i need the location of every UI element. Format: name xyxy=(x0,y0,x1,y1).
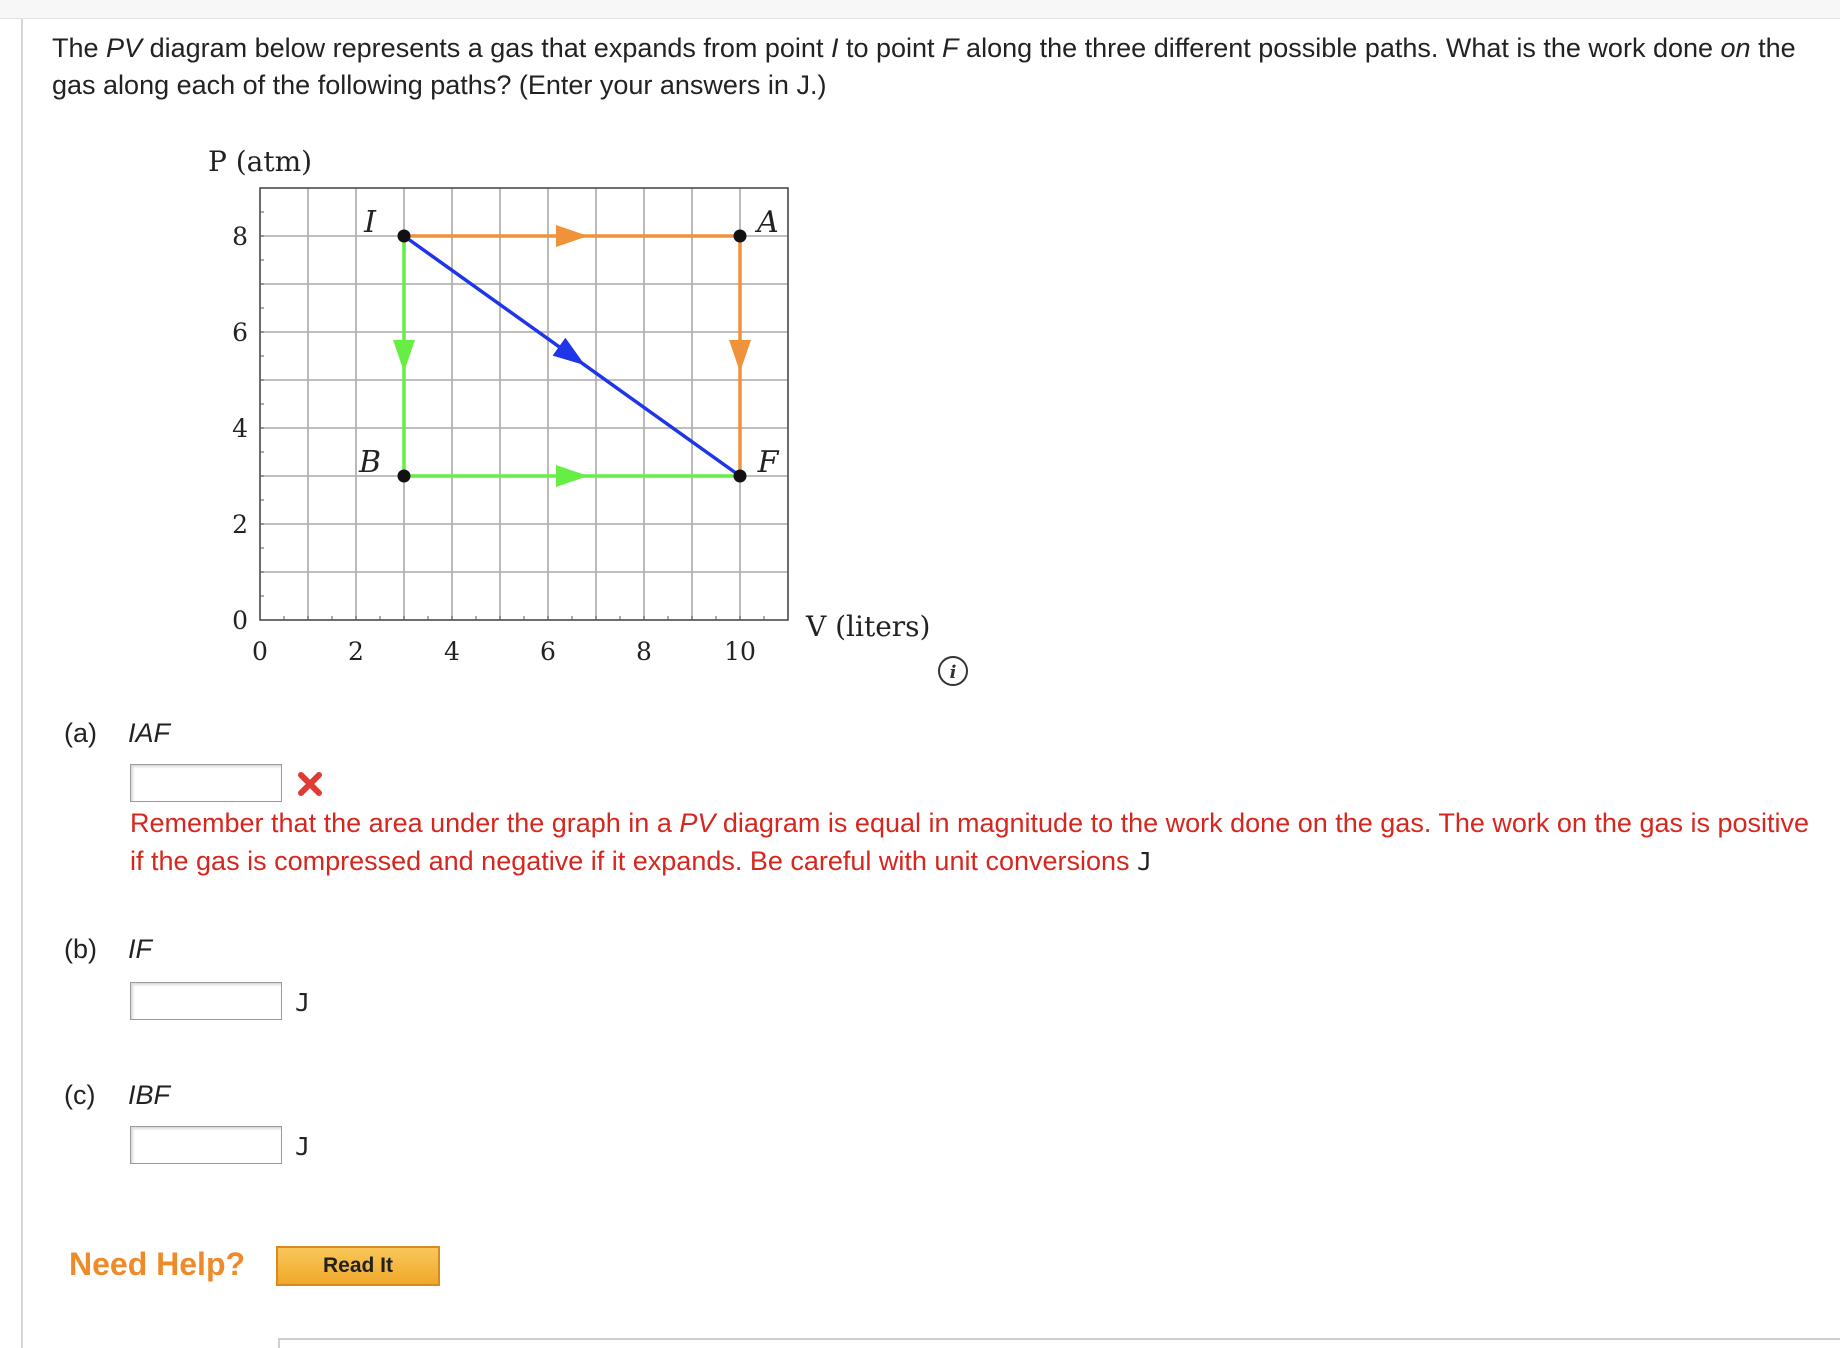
top-rule xyxy=(0,0,1840,19)
part-c-label xyxy=(64,1080,170,1111)
y-tick-label: 2 xyxy=(232,510,248,539)
part-c-letter: (c) xyxy=(64,1080,96,1110)
part-b-path: IF xyxy=(128,934,152,964)
part-b-letter: (b) xyxy=(64,934,97,964)
x-mark-icon xyxy=(295,769,325,799)
bottom-rule-cap xyxy=(278,1338,280,1348)
x-tick-label: 10 xyxy=(724,637,756,666)
question-text: The PV diagram below represents a gas that expands from point I to point F along the three different possible paths. What is the work done on the gas along each of the following paths? (Enter your answers in J.) xyxy=(52,33,1796,100)
part-b-unit: J xyxy=(295,988,311,1017)
part-a-letter: (a) xyxy=(64,718,97,748)
part-c-answer-input[interactable] xyxy=(130,1126,282,1164)
state-label-a: A xyxy=(757,205,779,240)
svg-text:i: i xyxy=(949,662,957,683)
part-c-path: IBF xyxy=(128,1080,171,1110)
state-point-i xyxy=(398,230,411,243)
state-label-i: I xyxy=(364,205,376,240)
path-arrowhead xyxy=(393,340,415,372)
path-arrowhead xyxy=(556,465,588,487)
x-tick-label: 6 xyxy=(540,637,556,666)
state-point-f xyxy=(734,470,747,483)
x-tick-label: 0 xyxy=(252,637,268,666)
part-c-unit: J xyxy=(295,1132,311,1161)
read-it-button[interactable]: Read It xyxy=(276,1246,440,1286)
part-a-path: IAF xyxy=(128,718,171,748)
pv-diagram xyxy=(140,140,960,705)
x-axis-label: V (liters) xyxy=(806,610,931,643)
x-tick-label: 2 xyxy=(348,637,364,666)
plot-frame xyxy=(260,188,788,620)
need-help-label: Need Help? xyxy=(69,1246,246,1282)
part-a-label xyxy=(64,718,170,749)
state-label-f: F xyxy=(757,445,779,480)
path-arrowhead xyxy=(729,340,751,372)
y-tick-label: 0 xyxy=(232,606,248,635)
path-arrowhead xyxy=(556,225,588,247)
state-label-b: B xyxy=(358,445,382,480)
state-point-b xyxy=(398,470,411,483)
path-arrowhead xyxy=(553,338,592,375)
part-a-answer-input[interactable] xyxy=(130,764,282,802)
y-tick-label: 8 xyxy=(232,222,248,251)
info-icon[interactable] xyxy=(936,654,970,688)
bottom-rule xyxy=(278,1338,1840,1340)
pv-diagram-svg xyxy=(140,140,960,700)
y-tick-label: 4 xyxy=(232,414,248,443)
part-b-label xyxy=(64,934,152,965)
feedback-message: Remember that the area under the graph in a PV diagram is equal in magnitude to the work done on the gas. The work on the gas is positive if the gas is compressed and negative if it expands. Be careful with unit conversions J xyxy=(130,808,1810,876)
left-rule xyxy=(21,19,23,1348)
y-tick-label: 6 xyxy=(232,318,248,347)
part-b-answer-input[interactable] xyxy=(130,982,282,1020)
y-axis-label: P (atm) xyxy=(208,145,313,178)
x-tick-label: 4 xyxy=(444,637,460,666)
state-point-a xyxy=(734,230,747,243)
x-tick-label: 8 xyxy=(636,637,652,666)
